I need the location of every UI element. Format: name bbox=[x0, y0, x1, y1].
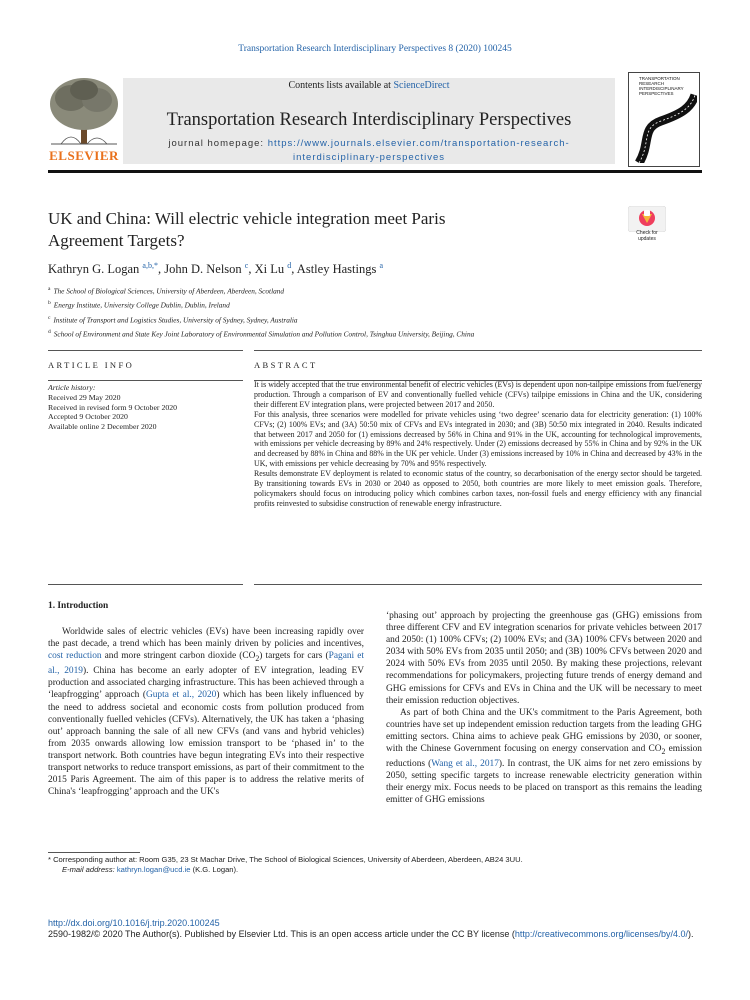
journal-cover-thumbnail[interactable] bbox=[628, 72, 700, 167]
history-received: Received 29 May 2020 bbox=[48, 392, 121, 402]
section-heading-introduction: 1. Introduction bbox=[48, 601, 109, 611]
author-name: Kathryn G. Logan bbox=[48, 262, 143, 277]
abstract-paragraph: For this analysis, three scenarios were modelled for private vehicles using ‘two degree’ scenario data for electricity generation: (1) 100% CFVs; (2) 100% EVs; and (3A) 50:50 mix of CFVs and EVs integrated in 2030; and (3B) 50:50 mix integrated in 2040. Results indicated that between 2017 and 2050 for (1) emissions decreased by 56% in China and 91% in the UK, accounting for technological improvements, with emissions per vehicle decreasing by 89% and 24% respectively. Under (2) emissions decreased by 55% in China and by 92% in the UK and decreased by 88% in China and 88% in the UK per vehicle. Under (3) emissions increased by 10% in China and decreased by 43% in the UK, with emissions per vehicle decreasing by 70% and 95% respectively. bbox=[254, 409, 702, 469]
divider bbox=[48, 584, 243, 585]
journal-homepage: journal homepage: https://www.journals.elsevier.com/transportation-research- interdisciplinary-perspectives bbox=[168, 138, 570, 163]
affiliation-item: $^d$ School of Environment and State Key Joint Laboratory of Environmental Simulation and Pollution Control, Tsinghua University, Beijing, China bbox=[48, 329, 475, 339]
doi-link[interactable]: http://dx.doi.org/10.1016/j.trip.2020.100245 bbox=[48, 918, 220, 928]
author-affiliation-marker[interactable]: a bbox=[379, 261, 384, 270]
abstract-paragraph: Results demonstrate EV deployment is related to economic status of the country, so decarbonisation of the energy sector should be targeted. By transitioning towards EVs in 2030 or 2040 as opposed to 2050, both countries are more likely to meet emission goals. Therefore, policymakers should focus on introducing policy which combines carbon taxes, non-fossil fuels and energy efficiency with any financial profits reinvested to subsidise construction of renewable energy infrastructure. bbox=[254, 469, 702, 508]
article-title: UK and China: Will electric vehicle integration meet Paris Agreement Targets? bbox=[48, 209, 446, 250]
check-for-updates-icon bbox=[628, 206, 666, 232]
journal-citation-link[interactable]: Transportation Research Interdisciplinary Perspectives 8 (2020) 100245 bbox=[238, 44, 512, 54]
corresponding-author-note: * Corresponding author at: Room G35, 23 St Machar Drive, The School of Biological Sciences, University of Aberdeen, Aberdeen, AB24 3UU. bbox=[48, 855, 523, 864]
crossmark-label: Check for updates bbox=[636, 230, 658, 242]
license-link[interactable]: http://creativecommons.org/licenses/by/4.0/ bbox=[514, 929, 688, 939]
journal-title: Transportation Research Interdisciplinary Perspectives bbox=[166, 110, 572, 130]
body-column-left bbox=[48, 600, 364, 798]
article-info-heading: ARTICLE INFO bbox=[48, 360, 135, 370]
affiliation-item: $^a$ The School of Biological Sciences, University of Aberdeen, Aberdeen, Scotland bbox=[48, 286, 285, 296]
email-line: E-mail address: kathryn.logan@ucd.ie (K.G. Logan). bbox=[62, 865, 239, 874]
author-email-link[interactable]: kathryn.logan@ucd.ie bbox=[116, 865, 191, 874]
body-paragraph: ‘phasing out’ approach by projecting the greenhouse gas (GHG) emissions from three different CFV and EV integration scenarios for private vehicles between 2017 and 2050: (1) 100% CFVs; (2) 100% EVs; and (3A) 100% CFVs between 2020 and 2034 with 50% EVs from 2035 until 2050; and (3B) 100% CFVs between 2020 and 2024 with 50% EVs from 2035 until 2050. By making these projections, relevant recommendations for policymakers, projecting future trends of energy demand and GHG emissions for CFVs and EVs in China and the UK will be necessary to meet their emission reduction objectives. bbox=[386, 611, 702, 706]
affiliation-item: $^c$ Institute of Transport and Logistics Studies, University of Sydney, Sydney, Australia bbox=[48, 314, 298, 325]
journal-homepage-link[interactable]: https://www.journals.elsevier.com/transportation-research- bbox=[267, 138, 570, 149]
author-affiliation-marker[interactable]: c bbox=[244, 261, 249, 270]
author-affiliation-marker[interactable]: a,b,* bbox=[142, 261, 158, 270]
elsevier-logo bbox=[41, 70, 127, 166]
history-online: Available online 2 December 2020 bbox=[48, 422, 157, 432]
abstract-text bbox=[254, 380, 702, 509]
author-name: , John D. Nelson bbox=[157, 262, 245, 277]
divider bbox=[254, 584, 702, 585]
divider bbox=[48, 380, 243, 381]
author-affiliation-marker[interactable]: d bbox=[287, 261, 292, 270]
footnote bbox=[48, 855, 702, 875]
history-label: Article history: bbox=[48, 383, 96, 392]
sciencedirect-link[interactable]: ScienceDirect bbox=[393, 80, 450, 91]
cover-road-icon bbox=[631, 93, 697, 163]
contents-line: Contents lists available at ScienceDirect bbox=[288, 80, 450, 91]
reference-link[interactable]: Gupta et al., 2020 bbox=[145, 690, 217, 701]
divider bbox=[48, 350, 243, 351]
abstract-heading: ABSTRACT bbox=[254, 360, 318, 370]
author-name: , Xi Lu bbox=[248, 262, 288, 277]
reference-link[interactable]: Wang et al., 2017 bbox=[431, 759, 499, 769]
abstract-paragraph: It is widely accepted that the true environmental benefit of electric vehicles (EVs) is dependent upon non-tailpipe emissions from fuel/energy production. Through a comparison of EV and conventionally fuelled vehicle (CFVs) tailpipe emissions in China and the UK, considering their different EV integration plans, were projected between 2017 and 2050. bbox=[254, 380, 702, 409]
author-name: , Astley Hastings bbox=[291, 262, 380, 277]
journal-homepage-link-cont[interactable]: interdisciplinary-perspectives bbox=[293, 152, 445, 163]
body-paragraph: Worldwide sales of electric vehicles (EVs) have been increasing rapidly over the past decade, a trend which has been mainly driven by policies and incentives, cost reduction and more stringent carbon dioxide $(CO_2)$ targets for cars (Pagani et al., 2019). China has become an early adopter of EV integration, leading EV production and associated charging infrastructure. This has been achieved through a ‘leapfrogging’ approach (Gupta et al., 2020) which has been likely influenced by the need to address societal and economic costs from pollution produced from conventionally fuelled vehicles (CFVs). Alternatively, the UK has taken a ‘phasing out’ approach banning the sale of all new CFVs (and vans and hybrid vehicles) from 2035 onwards allowing low emission transport to be ‘phased in’ to the transport network. Both countries have begun integrating EVs into their respective transport networks to reduce transport emissions, as part of their commitment to the 2015 Paris Agreement. The aim of this paper is to address the relative merits of China's ‘leapfrogging’ approach and the UK's bbox=[48, 627, 364, 798]
article-history bbox=[48, 383, 243, 432]
affiliation-item: $^b$ Energy Institute, University College Dublin, Dublin, Ireland bbox=[48, 300, 230, 310]
reference-link[interactable]: Pagani et al., 2019 bbox=[48, 651, 364, 677]
divider bbox=[254, 350, 702, 351]
history-accepted: Accepted 9 October 2020 bbox=[48, 412, 128, 422]
history-revised: Received in revised form 9 October 2020 bbox=[48, 402, 178, 412]
cover-title: TRANSPORTATION RESEARCH INTERDISCIPLINARY PERSPECTIVES bbox=[639, 76, 684, 96]
license-line: 2590-1982/© 2020 The Author(s). Published by Elsevier Ltd. This is an open access article under the CC BY license (http://creativecommons.org/licenses/by/4.0/). bbox=[48, 929, 694, 939]
body-paragraph: As part of both China and the UK's commitment to the Paris Agreement, both countries have set up independent emission reduction targets from the leading GHG emitting sectors. China aims to achieve peak GHG emissions by 2030, or sooner, with the Chinese Government focusing on energy conservation and $CO_2$ emission reductions (Wang et al., 2017). In contrast, the UK aims for net zero emissions by 2050, setting specific targets to increase renewable electricity generation within their energy mix. Focus needs to be placed on transport as this remains the leading emitter of GHG emissions bbox=[386, 707, 702, 806]
cost-reduction-link[interactable]: cost reduction bbox=[48, 651, 102, 662]
author-list bbox=[48, 261, 383, 277]
footnote-divider bbox=[48, 852, 140, 853]
header-divider bbox=[48, 170, 702, 173]
affiliations bbox=[48, 283, 648, 341]
body-column-right bbox=[386, 610, 702, 806]
elsevier-wordmark: ELSEVIER bbox=[49, 148, 119, 163]
